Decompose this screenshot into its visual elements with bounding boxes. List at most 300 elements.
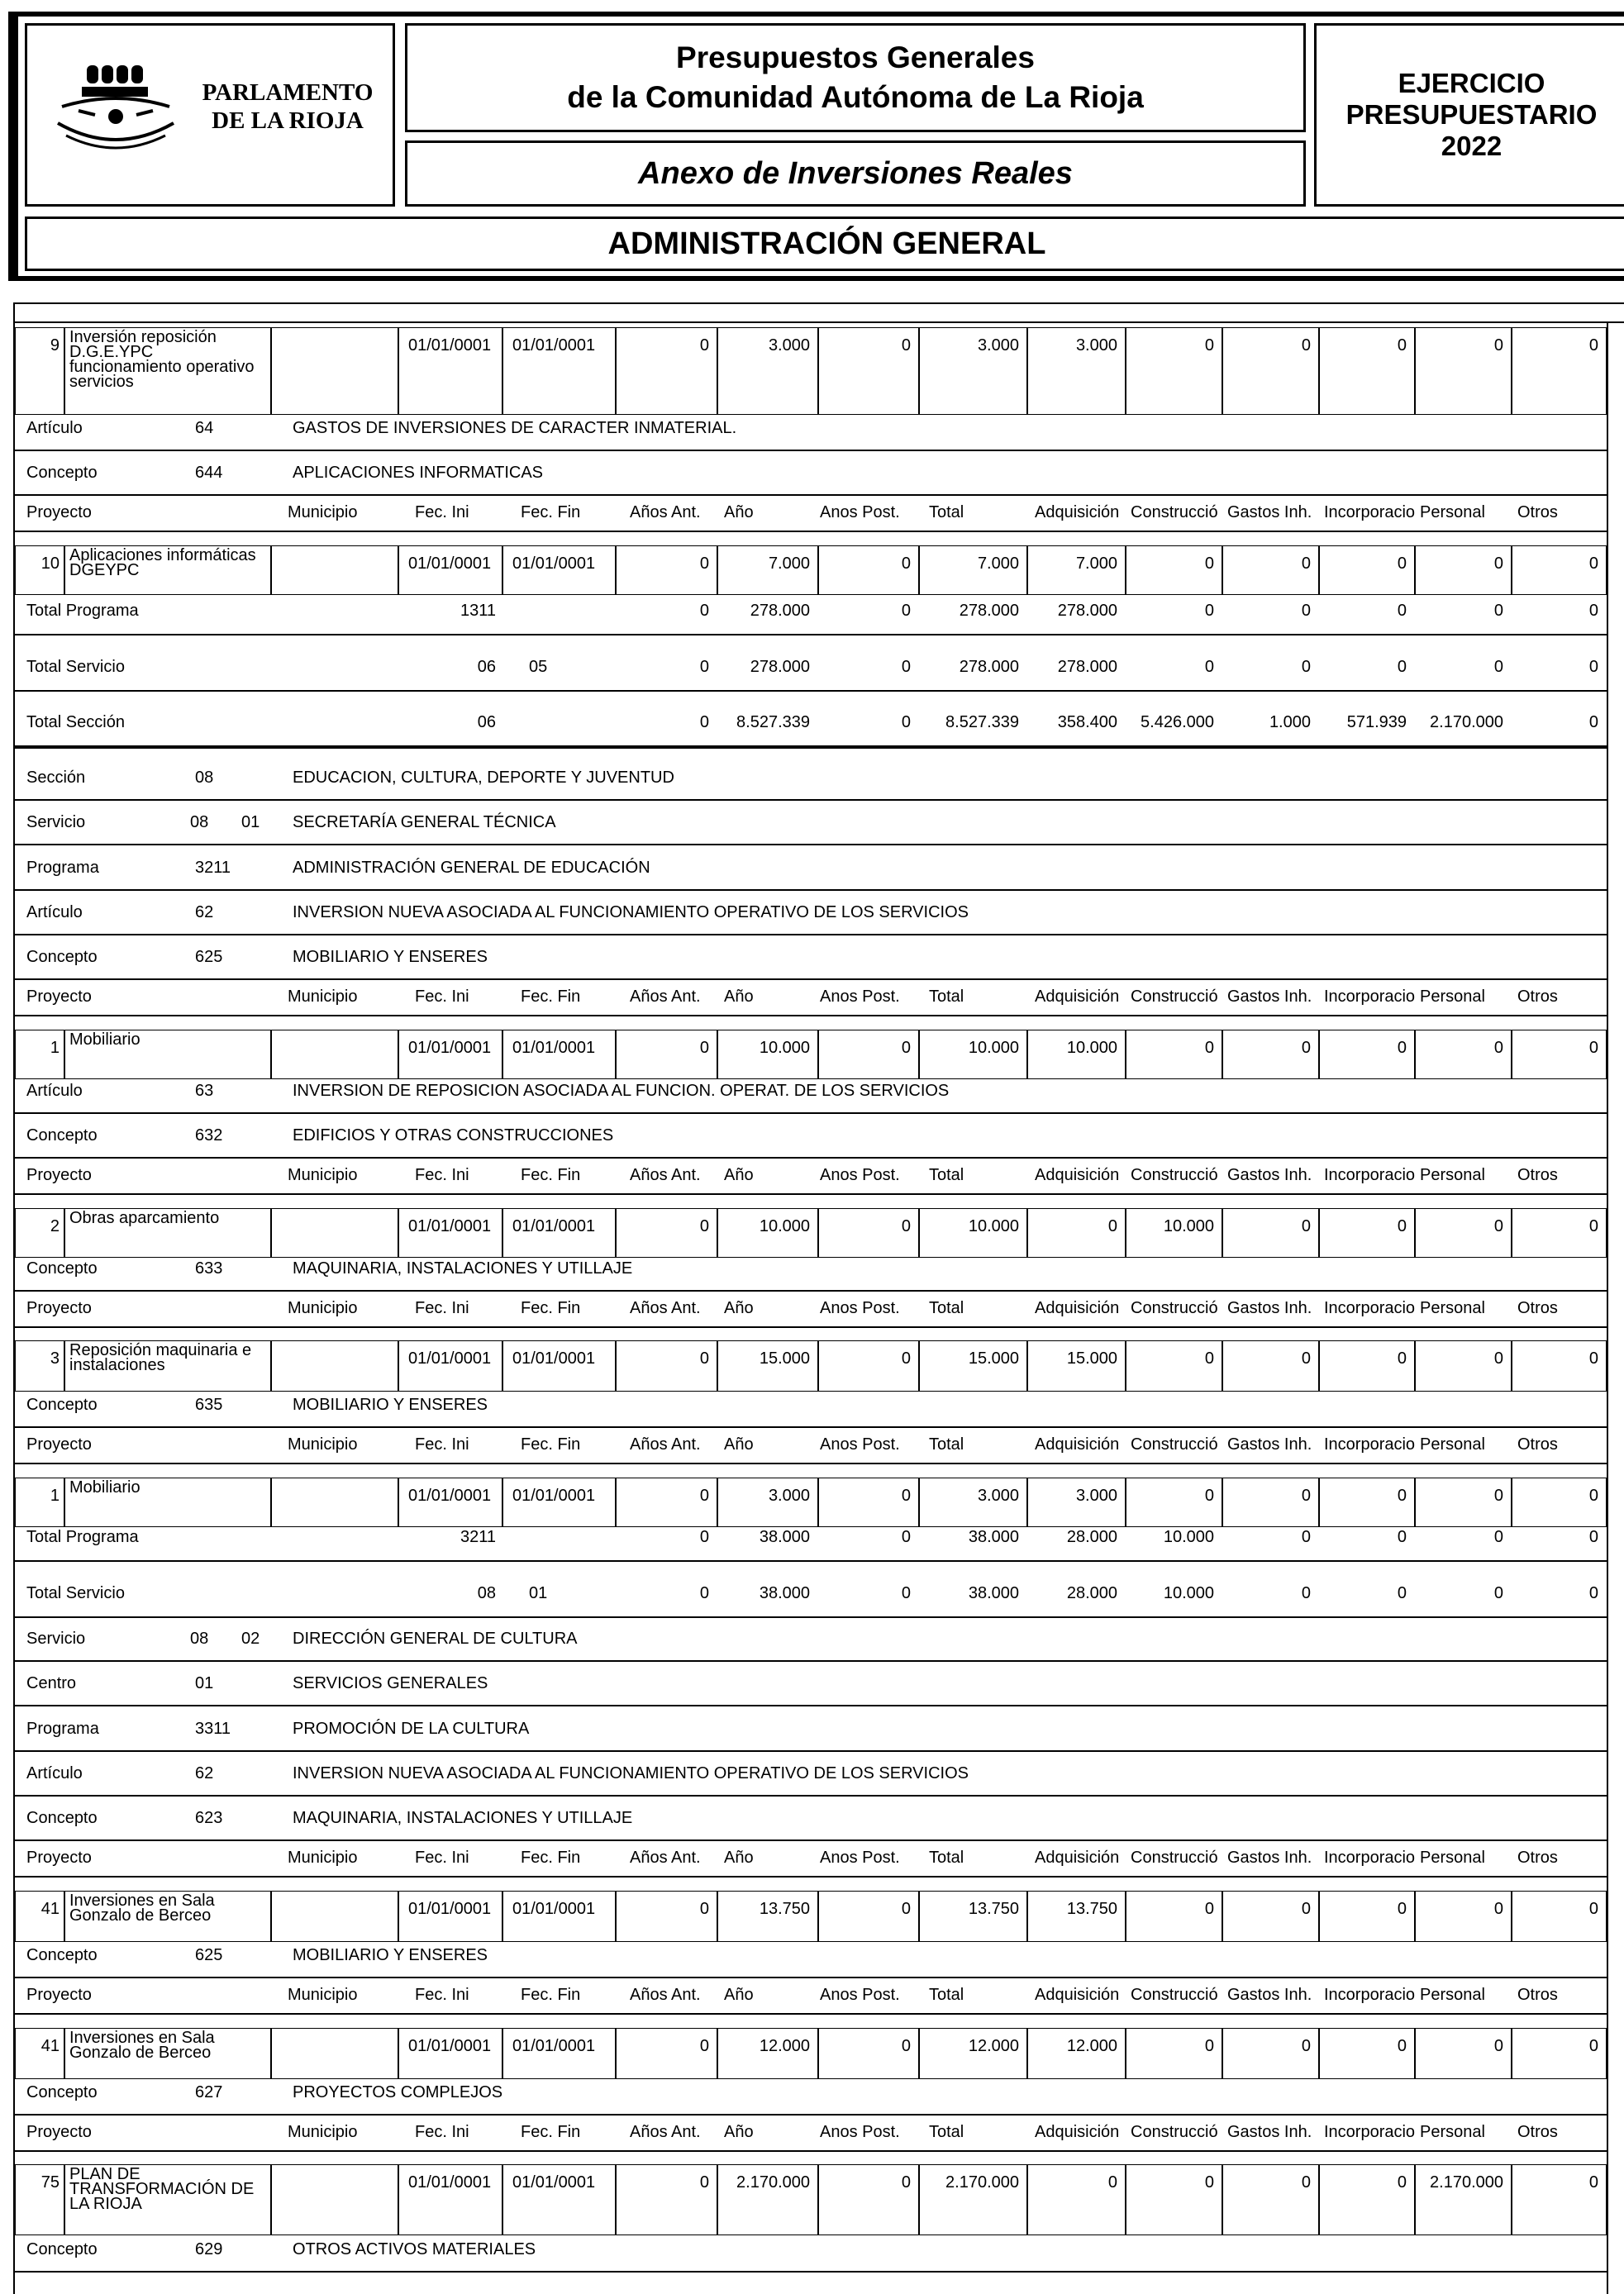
row-label-type: Centro (26, 1674, 77, 1692)
row-label-type: Sección (26, 769, 86, 787)
column-header: Fec. Fin (521, 1849, 581, 1867)
total-value: 2.170.000 (1430, 713, 1503, 731)
row-separator (15, 634, 1607, 635)
project-value: 7.000 (977, 554, 1019, 573)
row-label-subcode: 01 (241, 813, 260, 831)
project-value: 12.000 (759, 2037, 810, 2055)
project-value: 0 (901, 554, 911, 573)
column-header: Fec. Fin (521, 503, 581, 521)
column-header: Proyecto (26, 1435, 92, 1454)
year-box (1314, 23, 1624, 207)
column-header: Año (724, 1986, 754, 2004)
total-value: 278.000 (750, 602, 810, 620)
project-number: 2 (50, 1217, 60, 1235)
column-header: Otros (1517, 988, 1558, 1006)
project-value: 7.000 (1075, 554, 1117, 573)
project-value: 0 (1107, 1217, 1117, 1235)
column-header: Total (929, 1986, 964, 2004)
row-label-type: Concepto (26, 1946, 98, 1964)
table-top-bar (13, 302, 1624, 323)
project-value: 15.000 (968, 1349, 1019, 1368)
row-label-code: 625 (195, 1946, 223, 1964)
row-label-code: 3211 (195, 859, 231, 877)
project-value: 0 (699, 2173, 709, 2192)
row-separator (15, 978, 1607, 980)
project-start-date: 01/01/0001 (408, 1900, 492, 1918)
project-value: 3.000 (1075, 336, 1117, 355)
row-label-type: Concepto (26, 1396, 98, 1414)
column-header: Año (724, 988, 754, 1006)
row-label-type: Concepto (26, 464, 98, 482)
row-separator (15, 889, 1607, 891)
subtitle: Anexo de Inversiones Reales (638, 155, 1073, 191)
row-label-type: Programa (26, 1720, 99, 1738)
column-header: Gastos Inh. (1227, 1986, 1312, 2004)
row-separator (15, 1876, 1607, 1878)
row-label-code: 62 (195, 1764, 214, 1782)
column-header: Gastos Inh. (1227, 1849, 1312, 1867)
project-number: 10 (40, 554, 60, 573)
project-value: 0 (1493, 554, 1503, 573)
row-label-code: 08 (195, 769, 214, 787)
project-value: 13.750 (1066, 1900, 1117, 1918)
project-value: 10.000 (759, 1039, 810, 1057)
project-value: 10.000 (968, 1217, 1019, 1235)
column-header: Año (724, 1299, 754, 1317)
column-header: Personal (1420, 1849, 1485, 1867)
project-value: 0 (1204, 1900, 1214, 1918)
total-code: 08 (477, 1584, 496, 1602)
total-label: Total Servicio (26, 1584, 125, 1602)
column-header: Fec. Fin (521, 988, 581, 1006)
column-header: Año (724, 1166, 754, 1184)
project-number: 1 (50, 1039, 60, 1057)
total-value: 10.000 (1163, 1584, 1214, 1602)
column-header: Años Ant. (630, 503, 701, 521)
column-header: Incorporacio (1324, 1166, 1416, 1184)
column-header: Incorporacio (1324, 1435, 1416, 1454)
column-header: Proyecto (26, 988, 92, 1006)
project-end-date: 01/01/0001 (512, 554, 596, 573)
table-left-border (13, 321, 15, 2294)
project-number: 75 (40, 2173, 60, 2192)
logo-box (25, 23, 395, 207)
section-title-box (25, 217, 1624, 271)
column-header: Total (929, 1849, 964, 1867)
column-header: Fec. Ini (415, 1986, 469, 2004)
section-separator (15, 745, 1607, 749)
column-header: Total (929, 988, 964, 1006)
row-label-code: 633 (195, 1259, 223, 1278)
row-label-description: APLICACIONES INFORMATICAS (293, 464, 544, 482)
column-header: Incorporacio (1324, 2123, 1416, 2141)
section-title: ADMINISTRACIÓN GENERAL (607, 226, 1046, 261)
row-label-code: 3311 (195, 1720, 231, 1738)
column-header: Adquisición (1035, 2123, 1120, 2141)
column-header: Anos Post. (820, 503, 900, 521)
row-label-description: EDIFICIOS Y OTRAS CONSTRUCCIONES (293, 1126, 614, 1145)
row-label-code: 64 (195, 419, 214, 437)
project-number: 1 (50, 1487, 60, 1505)
total-value: 0 (901, 1584, 911, 1602)
column-header: Proyecto (26, 1986, 92, 2004)
row-label-description: INVERSION NUEVA ASOCIADA AL FUNCIONAMIENTO OPERATIVO DE LOS SERVICIOS (293, 903, 969, 921)
total-label: Total Servicio (26, 658, 125, 676)
column-header: Anos Post. (820, 1849, 900, 1867)
row-separator (15, 1977, 1607, 1978)
column-header: Gastos Inh. (1227, 988, 1312, 1006)
project-value: 0 (1493, 336, 1503, 355)
project-start-date: 01/01/0001 (408, 2037, 492, 2055)
total-value: 358.400 (1057, 713, 1117, 731)
total-value: 0 (1493, 658, 1503, 676)
project-value: 0 (1588, 1487, 1598, 1505)
total-value: 0 (699, 713, 709, 731)
row-label-type: Artículo (26, 1082, 83, 1100)
total-value: 38.000 (759, 1528, 810, 1546)
project-end-date: 01/01/0001 (512, 1349, 596, 1368)
project-value: 0 (1301, 336, 1311, 355)
row-separator (15, 2150, 1607, 2152)
project-value: 0 (1397, 1349, 1407, 1368)
project-end-date: 01/01/0001 (512, 1217, 596, 1235)
row-separator (15, 1616, 1607, 1618)
total-value: 0 (1588, 1584, 1598, 1602)
year-line-1: EJERCICIO (1398, 68, 1545, 98)
row-label-description: INVERSION DE REPOSICION ASOCIADA AL FUNCION. OPERAT. DE LOS SERVICIOS (293, 1082, 950, 1100)
row-separator (15, 1426, 1607, 1428)
project-name: Mobiliario (69, 1030, 140, 1049)
project-value: 0 (1204, 336, 1214, 355)
total-value: 28.000 (1066, 1584, 1117, 1602)
project-value: 2.170.000 (945, 2173, 1019, 2192)
project-end-date: 01/01/0001 (512, 1039, 596, 1057)
total-value: 571.939 (1346, 713, 1407, 731)
project-value: 10.000 (1066, 1039, 1117, 1057)
project-value: 0 (901, 1900, 911, 1918)
project-name: PLAN DE TRANSFORMACIÓN DE LA RIOJA (69, 2165, 255, 2213)
project-value: 0 (1301, 1217, 1311, 1235)
column-header: Personal (1420, 988, 1485, 1006)
column-header: Años Ant. (630, 1986, 701, 2004)
row-label-description: SECRETARÍA GENERAL TÉCNICA (293, 813, 556, 831)
column-header: Municipio (288, 988, 358, 1006)
row-label-description: PROMOCIÓN DE LA CULTURA (293, 1720, 530, 1738)
row-label-description: EDUCACION, CULTURA, DEPORTE Y JUVENTUD (293, 769, 674, 787)
column-header: Año (724, 2123, 754, 2141)
column-header: Proyecto (26, 503, 92, 521)
row-label-description: MOBILIARIO Y ENSERES (293, 1946, 488, 1964)
project-value: 0 (1588, 1039, 1598, 1057)
column-header: Construcció (1131, 1166, 1218, 1184)
column-header: Incorporacio (1324, 1986, 1416, 2004)
column-header: Fec. Ini (415, 1299, 469, 1317)
project-value: 0 (1397, 1900, 1407, 1918)
project-name: Inversiones en Sala Gonzalo de Berceo (69, 1892, 215, 1925)
project-value: 0 (1588, 2037, 1598, 2055)
column-header: Año (724, 503, 754, 521)
row-separator (15, 1112, 1607, 1114)
column-header: Incorporacio (1324, 1849, 1416, 1867)
column-header: Anos Post. (820, 2123, 900, 2141)
project-start-date: 01/01/0001 (408, 1217, 492, 1235)
project-cell (271, 1891, 398, 1942)
column-header: Fec. Ini (415, 503, 469, 521)
project-value: 0 (1588, 2173, 1598, 2192)
row-separator (15, 1705, 1607, 1706)
project-start-date: 01/01/0001 (408, 1487, 492, 1505)
year-line-3: 2022 (1441, 131, 1503, 161)
row-label-description: SERVICIOS GENERALES (293, 1674, 488, 1692)
year-line-2: PRESUPUESTARIO (1345, 99, 1598, 130)
column-header: Otros (1517, 1166, 1558, 1184)
column-header: Construcció (1131, 1849, 1218, 1867)
column-header: Incorporacio (1324, 1299, 1416, 1317)
project-value: 12.000 (968, 2037, 1019, 2055)
column-header: Proyecto (26, 1299, 92, 1317)
row-separator (15, 690, 1607, 692)
column-header: Personal (1420, 503, 1485, 521)
project-value: 0 (901, 2173, 911, 2192)
project-start-date: 01/01/0001 (408, 554, 492, 573)
project-value: 3.000 (977, 336, 1019, 355)
column-header: Municipio (288, 1849, 358, 1867)
project-value: 0 (901, 336, 911, 355)
row-separator (15, 494, 1607, 496)
project-value: 0 (1588, 1217, 1598, 1235)
project-value: 15.000 (1066, 1349, 1117, 1368)
column-header: Años Ant. (630, 1849, 701, 1867)
column-header: Incorporacio (1324, 503, 1416, 521)
column-header: Proyecto (26, 2123, 92, 2141)
column-header: Gastos Inh. (1227, 503, 1312, 521)
project-value: 0 (1397, 1039, 1407, 1057)
row-label-code: 644 (195, 464, 223, 482)
column-header: Otros (1517, 1435, 1558, 1454)
project-name: Inversión reposición D.G.E.YPC funcionamiento operativo servicios (69, 328, 255, 391)
project-cell (271, 1478, 398, 1527)
column-header: Años Ant. (630, 1299, 701, 1317)
row-label-description: MAQUINARIA, INSTALACIONES Y UTILLAJE (293, 1259, 633, 1278)
total-code: 1311 (460, 602, 496, 620)
total-value: 0 (1204, 602, 1214, 620)
project-value: 15.000 (759, 1349, 810, 1368)
row-label-code: 629 (195, 2240, 223, 2258)
project-value: 0 (1397, 336, 1407, 355)
row-label-type: Concepto (26, 2240, 98, 2258)
row-label-code: 63 (195, 1082, 214, 1100)
project-value: 3.000 (768, 336, 810, 355)
total-value: 8.527.339 (736, 713, 810, 731)
column-header: Total (929, 503, 964, 521)
parliament-name: PARLAMENTO DE LA RIOJA (202, 79, 374, 134)
total-value: 278.000 (750, 658, 810, 676)
project-value: 13.750 (968, 1900, 1019, 1918)
column-header: Gastos Inh. (1227, 1435, 1312, 1454)
project-value: 0 (1493, 1487, 1503, 1505)
row-label-description: INVERSION NUEVA ASOCIADA AL FUNCIONAMIENTO OPERATIVO DE LOS SERVICIOS (293, 1764, 969, 1782)
project-value: 0 (1301, 2037, 1311, 2055)
project-value: 0 (1397, 554, 1407, 573)
column-header: Construcció (1131, 1299, 1218, 1317)
row-label-code: 08 (190, 1630, 209, 1648)
row-label-type: Concepto (26, 1126, 98, 1145)
row-separator (15, 1795, 1607, 1797)
project-end-date: 01/01/0001 (512, 1900, 596, 1918)
project-name: Inversiones en Sala Gonzalo de Berceo (69, 2029, 215, 2062)
project-value: 0 (1301, 1349, 1311, 1368)
total-value: 0 (1493, 602, 1503, 620)
project-value: 0 (699, 1900, 709, 1918)
project-value: 0 (1493, 1217, 1503, 1235)
project-value: 0 (1301, 1039, 1311, 1057)
project-number: 3 (50, 1349, 60, 1368)
column-header: Total (929, 1435, 964, 1454)
row-separator (15, 2013, 1607, 2015)
column-header: Anos Post. (820, 1166, 900, 1184)
project-value: 2.170.000 (736, 2173, 810, 2192)
total-value: 0 (1397, 658, 1407, 676)
project-value: 7.000 (768, 554, 810, 573)
row-label-code: 627 (195, 2083, 223, 2101)
project-value: 0 (1588, 554, 1598, 573)
column-header: Gastos Inh. (1227, 2123, 1312, 2141)
column-header: Personal (1420, 1299, 1485, 1317)
subtitle-box (405, 140, 1306, 207)
column-header: Años Ant. (630, 2123, 701, 2141)
column-header: Adquisición (1035, 1299, 1120, 1317)
column-header: Año (724, 1849, 754, 1867)
total-value: 5.426.000 (1141, 713, 1214, 731)
project-value: 12.000 (1066, 2037, 1117, 2055)
total-value: 0 (901, 658, 911, 676)
project-cell (271, 545, 398, 595)
total-value: 0 (901, 1528, 911, 1546)
row-label-description: MAQUINARIA, INSTALACIONES Y UTILLAJE (293, 1809, 633, 1827)
project-value: 0 (1397, 2173, 1407, 2192)
project-value: 10.000 (759, 1217, 810, 1235)
total-value: 0 (1397, 1528, 1407, 1546)
row-separator (15, 2114, 1607, 2116)
project-value: 0 (1588, 1349, 1598, 1368)
title-line-1: Presupuestos Generales (676, 40, 1035, 74)
project-value: 10.000 (968, 1039, 1019, 1057)
row-label-type: Programa (26, 859, 99, 877)
row-label-code: 01 (195, 1674, 214, 1692)
project-value: 3.000 (1075, 1487, 1117, 1505)
project-value: 2.170.000 (1430, 2173, 1503, 2192)
project-value: 0 (1493, 2037, 1503, 2055)
column-header: Otros (1517, 1986, 1558, 2004)
column-header: Otros (1517, 1299, 1558, 1317)
row-label-type: Concepto (26, 1259, 98, 1278)
total-value: 278.000 (959, 658, 1019, 676)
total-value: 28.000 (1066, 1528, 1117, 1546)
project-name: Obras aparcamiento (69, 1209, 220, 1227)
project-cell (271, 1340, 398, 1392)
column-header: Fec. Ini (415, 2123, 469, 2141)
title-box (405, 23, 1306, 132)
total-label: Total Sección (26, 713, 125, 731)
column-header: Anos Post. (820, 1986, 900, 2004)
column-header: Municipio (288, 1299, 358, 1317)
project-value: 3.000 (977, 1487, 1019, 1505)
column-header: Personal (1420, 1435, 1485, 1454)
column-header: Fec. Fin (521, 1299, 581, 1317)
total-value: 38.000 (759, 1584, 810, 1602)
column-header: Construcció (1131, 2123, 1218, 2141)
project-value: 0 (901, 1217, 911, 1235)
row-separator (15, 799, 1607, 801)
row-separator (15, 1660, 1607, 1662)
project-value: 0 (699, 1039, 709, 1057)
project-name: Reposición maquinaria e instalaciones (69, 1341, 252, 1374)
total-code: 06 (477, 658, 496, 676)
project-value: 0 (901, 1039, 911, 1057)
column-header: Gastos Inh. (1227, 1299, 1312, 1317)
project-value: 0 (699, 336, 709, 355)
total-value: 278.000 (1057, 602, 1117, 620)
column-header: Municipio (288, 1166, 358, 1184)
column-header: Gastos Inh. (1227, 1166, 1312, 1184)
project-name: Aplicaciones informáticas DGEYPC (69, 546, 256, 579)
project-value: 0 (1397, 1217, 1407, 1235)
total-value: 278.000 (959, 602, 1019, 620)
project-value: 0 (1588, 1900, 1598, 1918)
row-label-type: Servicio (26, 813, 86, 831)
project-value: 0 (1493, 1039, 1503, 1057)
row-label-type: Artículo (26, 1764, 83, 1782)
column-header: Fec. Ini (415, 988, 469, 1006)
total-value: 0 (1204, 658, 1214, 676)
project-value: 3.000 (768, 1487, 810, 1505)
row-label-description: MOBILIARIO Y ENSERES (293, 948, 488, 966)
column-header: Otros (1517, 1849, 1558, 1867)
project-start-date: 01/01/0001 (408, 2173, 492, 2192)
project-cell (271, 1208, 398, 1258)
row-label-code: 623 (195, 1809, 223, 1827)
title-line-2: de la Comunidad Autónoma de La Rioja (567, 80, 1144, 114)
total-value: 0 (1588, 658, 1598, 676)
row-separator (15, 934, 1607, 935)
column-header: Incorporacio (1324, 988, 1416, 1006)
row-separator (15, 1463, 1607, 1464)
project-value: 0 (699, 1487, 709, 1505)
project-cell (271, 2028, 398, 2079)
row-separator (15, 1015, 1607, 1016)
row-label-type: Concepto (26, 2083, 98, 2101)
column-header: Personal (1420, 1166, 1485, 1184)
project-value: 0 (1204, 1039, 1214, 1057)
project-value: 0 (1107, 2173, 1117, 2192)
column-header: Año (724, 1435, 754, 1454)
row-label-description: MOBILIARIO Y ENSERES (293, 1396, 488, 1414)
row-label-type: Artículo (26, 419, 83, 437)
project-end-date: 01/01/0001 (512, 1487, 596, 1505)
project-value: 0 (1204, 554, 1214, 573)
project-value: 0 (1204, 2173, 1214, 2192)
row-label-type: Concepto (26, 1809, 98, 1827)
project-value: 0 (1588, 336, 1598, 355)
row-label-subcode: 02 (241, 1630, 260, 1648)
row-separator (15, 1560, 1607, 1562)
column-header: Fec. Fin (521, 2123, 581, 2141)
total-code: 3211 (460, 1528, 496, 1546)
row-label-type: Artículo (26, 903, 83, 921)
project-cell (271, 2164, 398, 2235)
total-label: Total Programa (26, 602, 139, 620)
total-value: 38.000 (968, 1528, 1019, 1546)
